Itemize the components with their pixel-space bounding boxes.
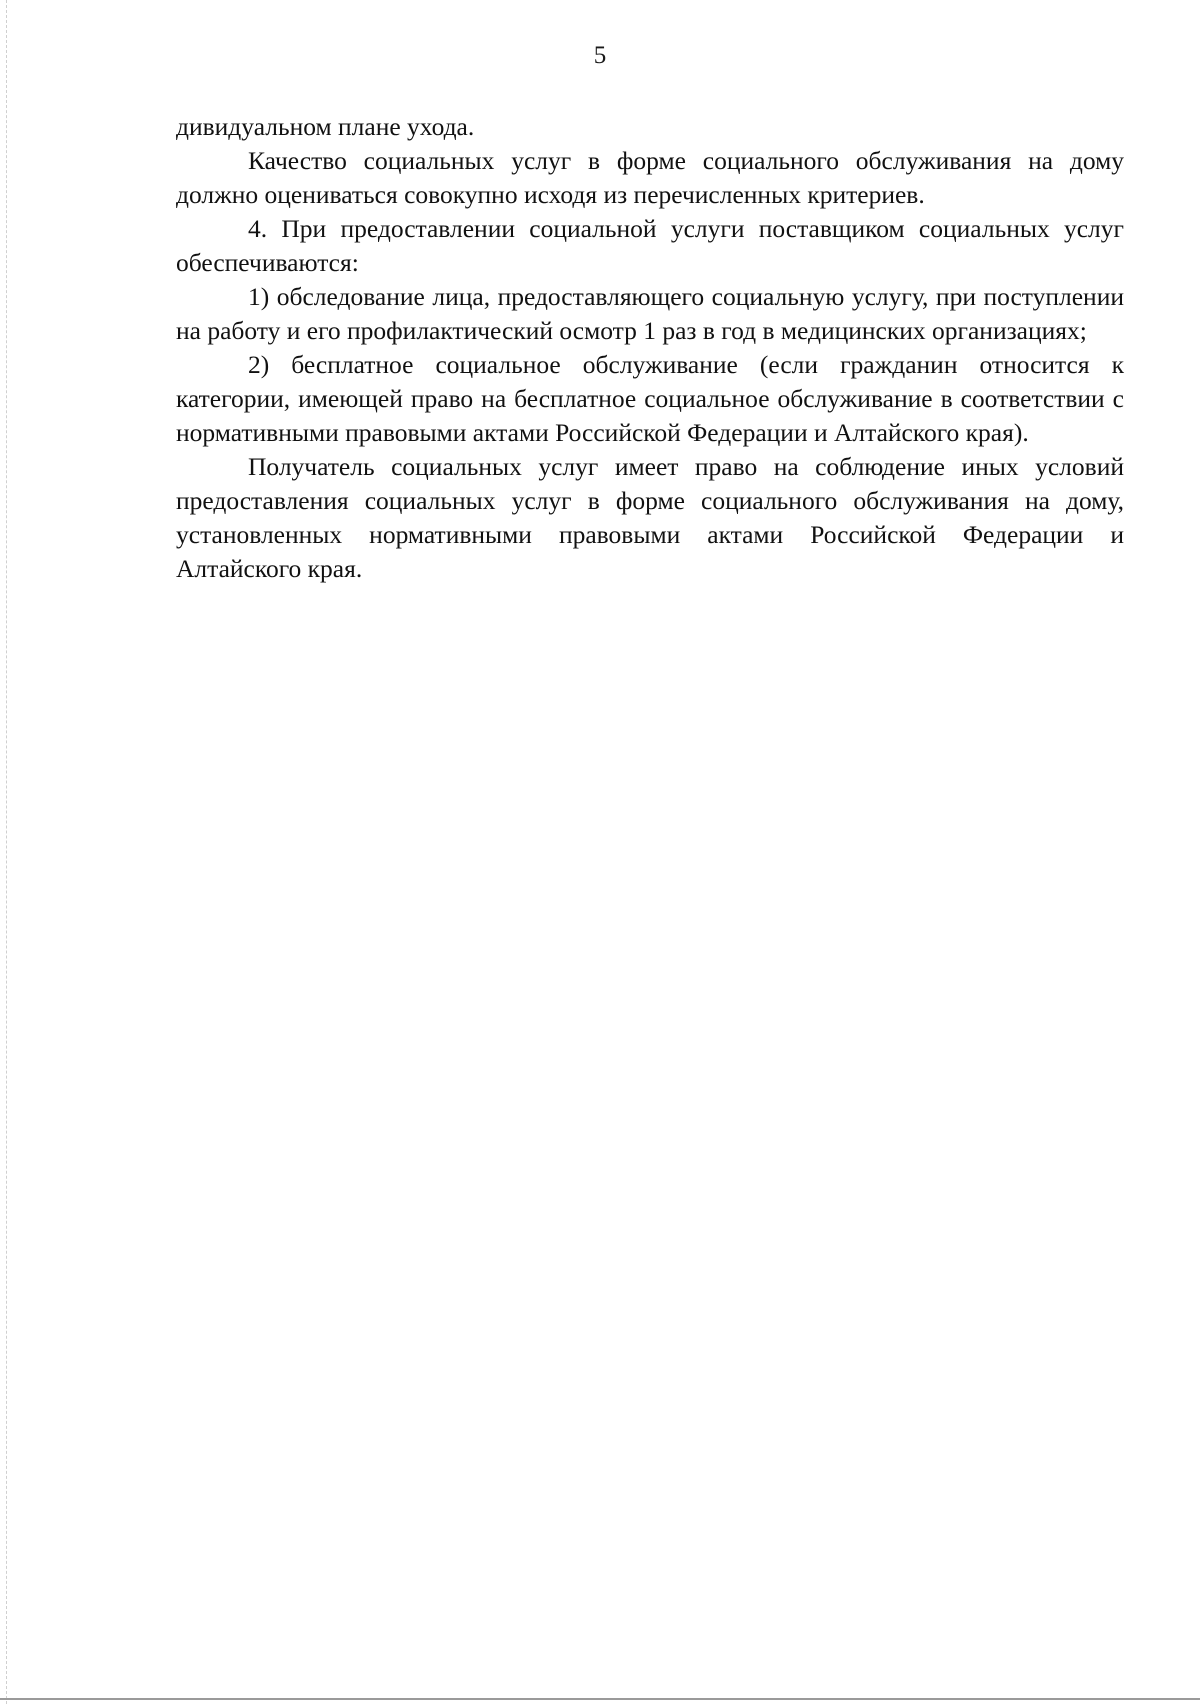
paragraph-continuation: дивидуальном плане ухода. xyxy=(176,112,475,141)
scan-edge-left xyxy=(6,0,7,1704)
paragraph-item-4: 4. При предоставлении социальной услуги поставщиком социальных услуг обеспечиваются: xyxy=(176,214,1124,277)
document-body xyxy=(176,110,1124,586)
scan-edge-bottom xyxy=(0,1698,1200,1700)
page-number: 5 xyxy=(593,42,607,69)
paragraph-subitem-1: 1) обследование лица, предоставляющего социальную услугу, при поступлении на работу и его профилактический осмотр 1 раз в год в медицинских организациях; xyxy=(176,282,1124,345)
paragraph-subitem-2: 2) бесплатное социальное обслуживание (если гражданин относится к категории, имеющей право на бесплатное социальное обслуживание в соответствии с нормативными правовыми актами Российской Федерации и Алтайского края). xyxy=(176,350,1124,447)
paragraph-recipient-rights: Получатель социальных услуг имеет право на соблюдение иных условий предоставления социальных услуг в форме социального обслуживания на дому, установленных нормативными правовыми актами Российской Федерации и Алтайского края. xyxy=(176,452,1124,583)
paragraph-quality-assessment: Качество социальных услуг в форме социального обслуживания на дому должно оцениваться совокупно исходя из перечисленных критериев. xyxy=(176,146,1124,209)
